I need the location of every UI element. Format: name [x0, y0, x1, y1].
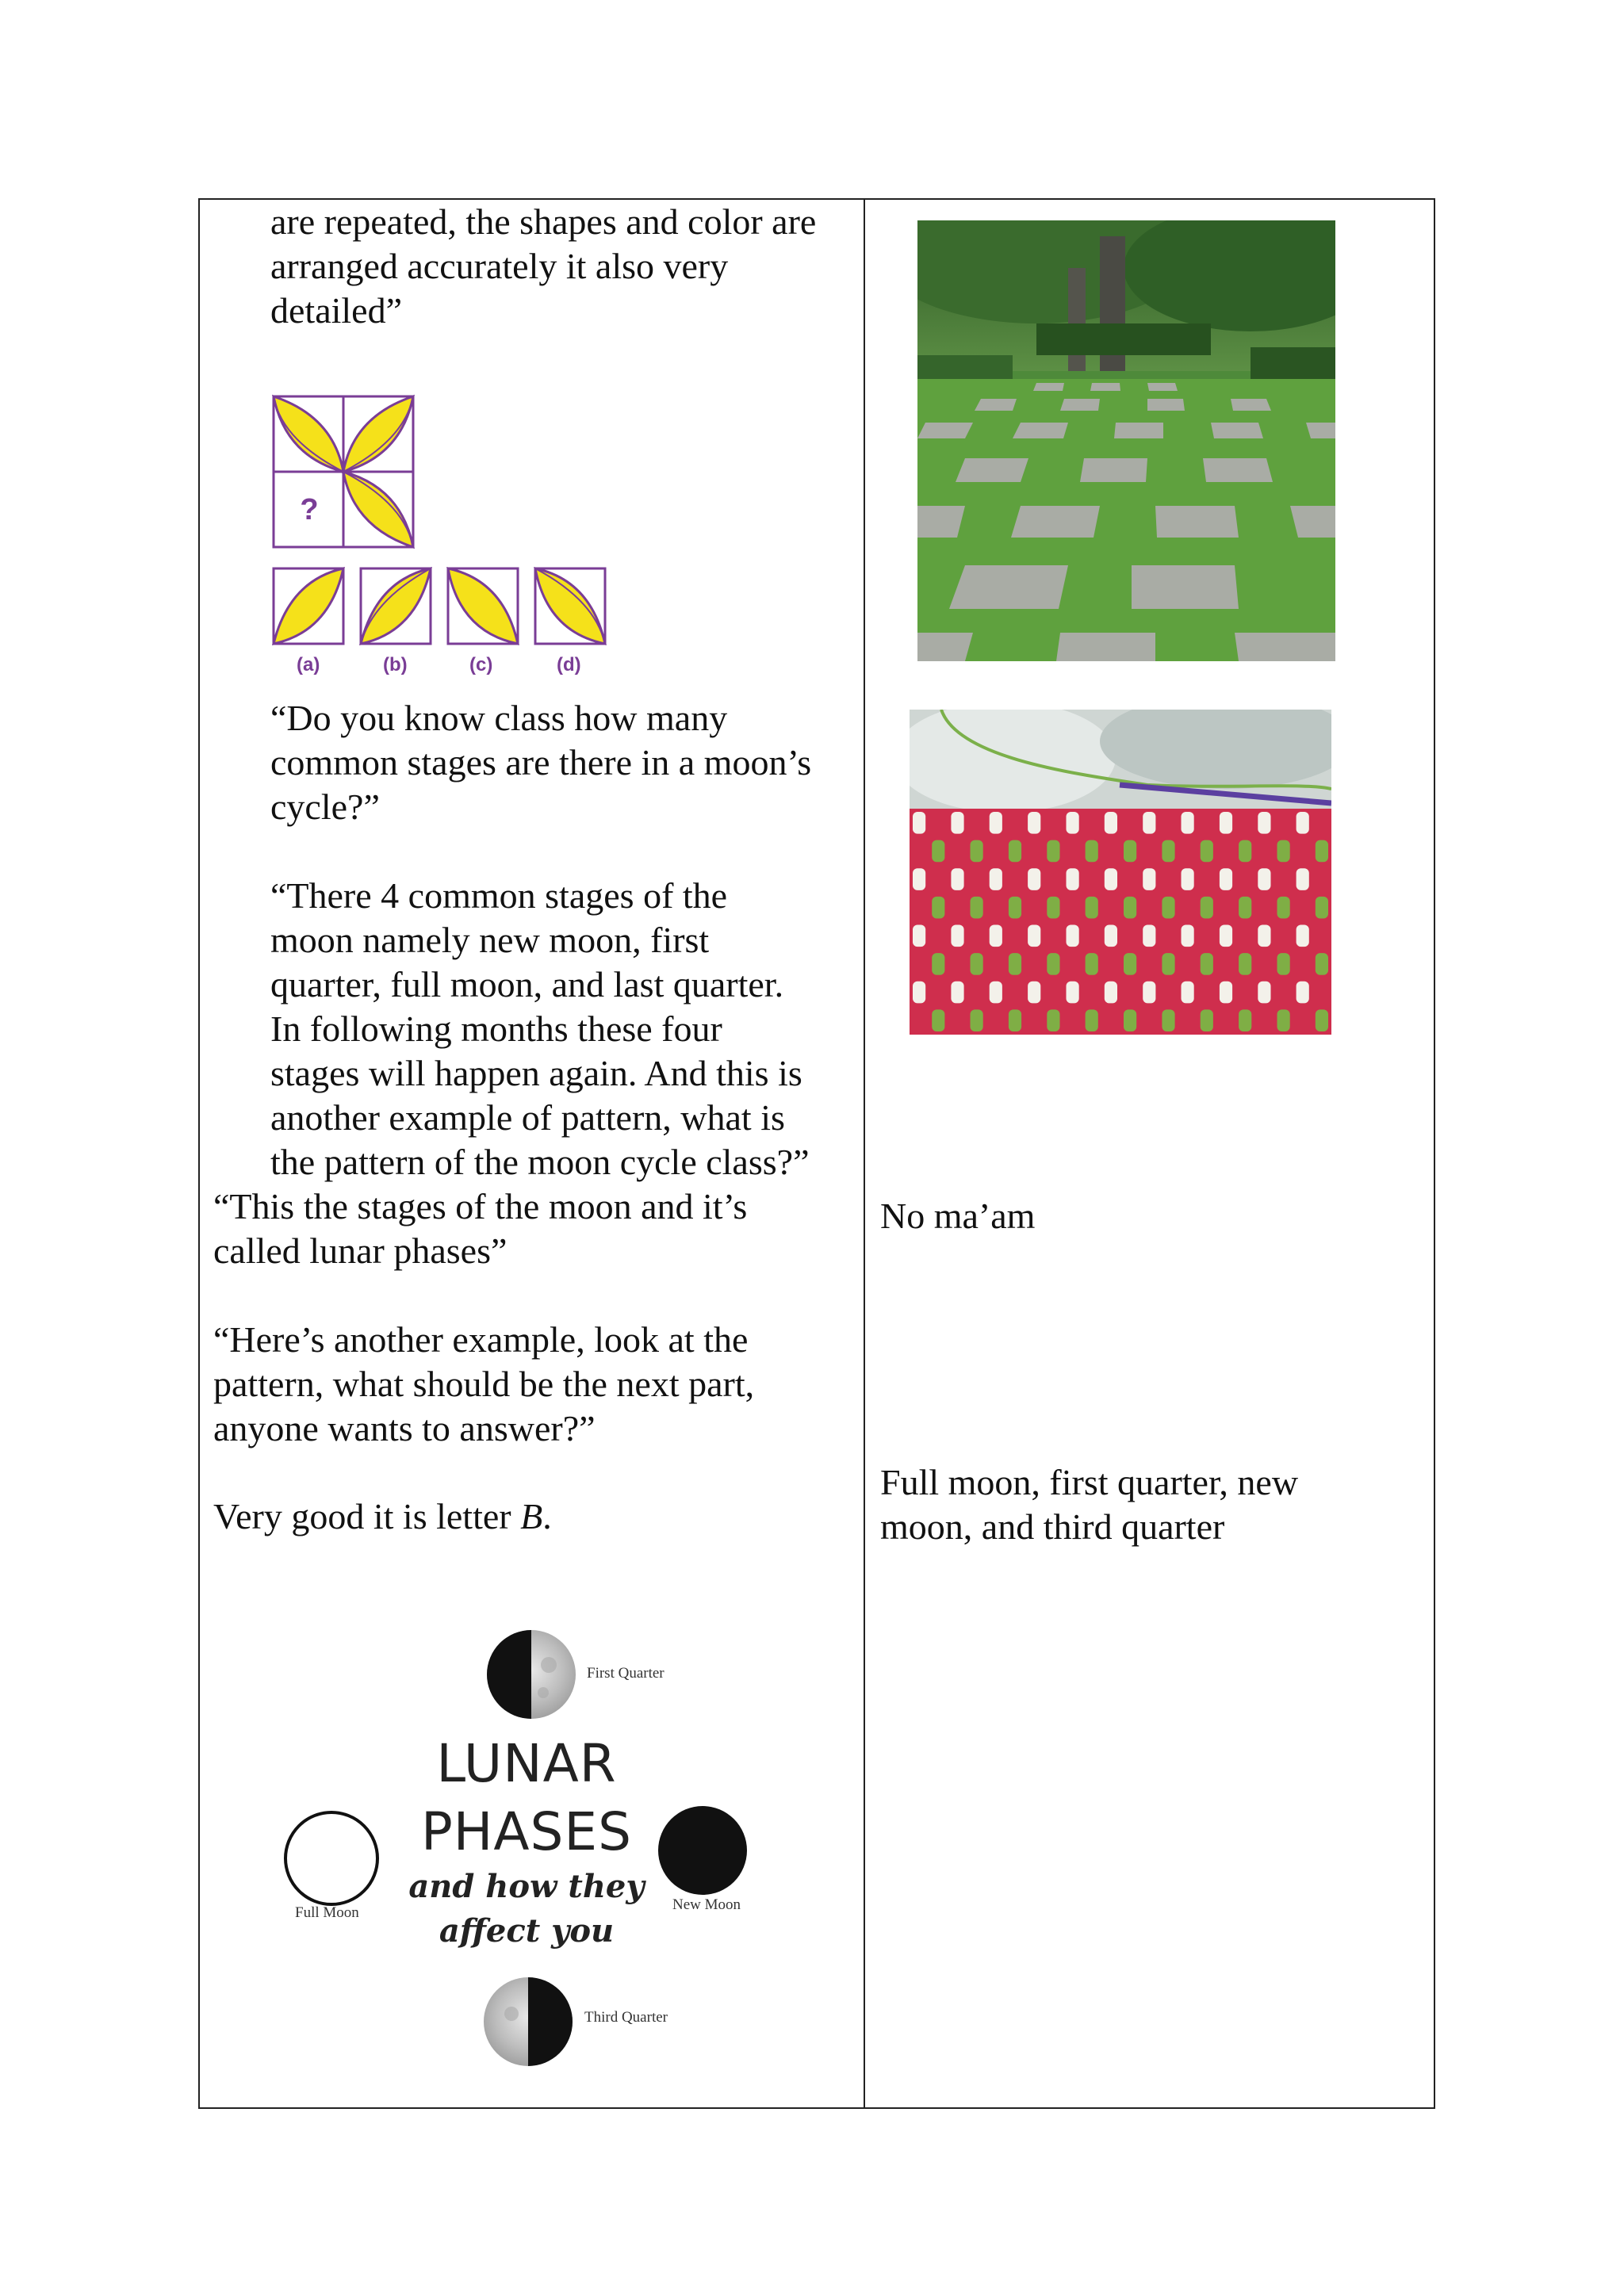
puzzle-question-mark: ? — [300, 493, 319, 526]
lunar-subtitle-line1: and how they — [408, 1868, 645, 1905]
option-c-figure — [448, 568, 518, 644]
third-quarter-moon-icon — [484, 1977, 573, 2066]
teacher-text-5: “Here’s another example, look at the pattern, what should be the next part, anyone wants to answer?” — [213, 1319, 755, 1448]
lunar-title-line1: LUNAR — [436, 1733, 617, 1794]
crochet-pattern-photo — [910, 710, 1331, 1035]
petal-top-right — [343, 396, 413, 472]
student-answer-2: Full moon, first quarter, new moon, and third quarter — [880, 1462, 1299, 1547]
checkerboard-garden-photo — [917, 220, 1335, 661]
option-d-figure — [535, 568, 605, 644]
teacher-text-4: “This the stages of the moon and it’s called lunar phases” — [213, 1186, 748, 1271]
lunar-title-line2: PHASES — [420, 1801, 633, 1862]
teacher-text-3: “There 4 common stages of the moon namely new moon, first quarter, full moon, and last quarter. In following months these four stages will happen again. And this is another example of pattern, what is the pattern of the moon cycle class?” — [270, 875, 810, 1182]
option-b-figure — [361, 568, 431, 644]
option-c-label: (c) — [469, 654, 493, 675]
lunar-subtitle-line2: affect you — [439, 1912, 615, 1950]
student-answer-1: No ma’am — [880, 1196, 1036, 1236]
first-quarter-moon-icon — [487, 1630, 576, 1719]
option-b-label: (b) — [383, 654, 408, 675]
pattern-puzzle-figure — [270, 392, 619, 654]
new-moon-label: New Moon — [672, 1896, 741, 1913]
column-divider — [864, 198, 865, 2109]
petal-bottom-right — [343, 472, 413, 547]
petal-top-left — [274, 396, 343, 472]
first-quarter-label: First Quarter — [587, 1665, 665, 1682]
option-d-label: (d) — [557, 654, 581, 675]
teacher-text-2: “Do you know class how many common stages are there in a moon’s cycle?” — [270, 698, 812, 827]
teacher-text-1: are repeated, the shapes and color are arranged accurately it also very detailed” — [270, 201, 817, 331]
third-quarter-label: Third Quarter — [584, 2009, 668, 2026]
option-a-label: (a) — [297, 654, 320, 675]
new-moon-icon — [658, 1806, 747, 1895]
teacher-text-6: Very good it is letter B. — [213, 1496, 552, 1536]
full-moon-icon — [285, 1812, 377, 1904]
full-moon-label: Full Moon — [295, 1904, 359, 1921]
option-a-figure — [274, 568, 343, 644]
